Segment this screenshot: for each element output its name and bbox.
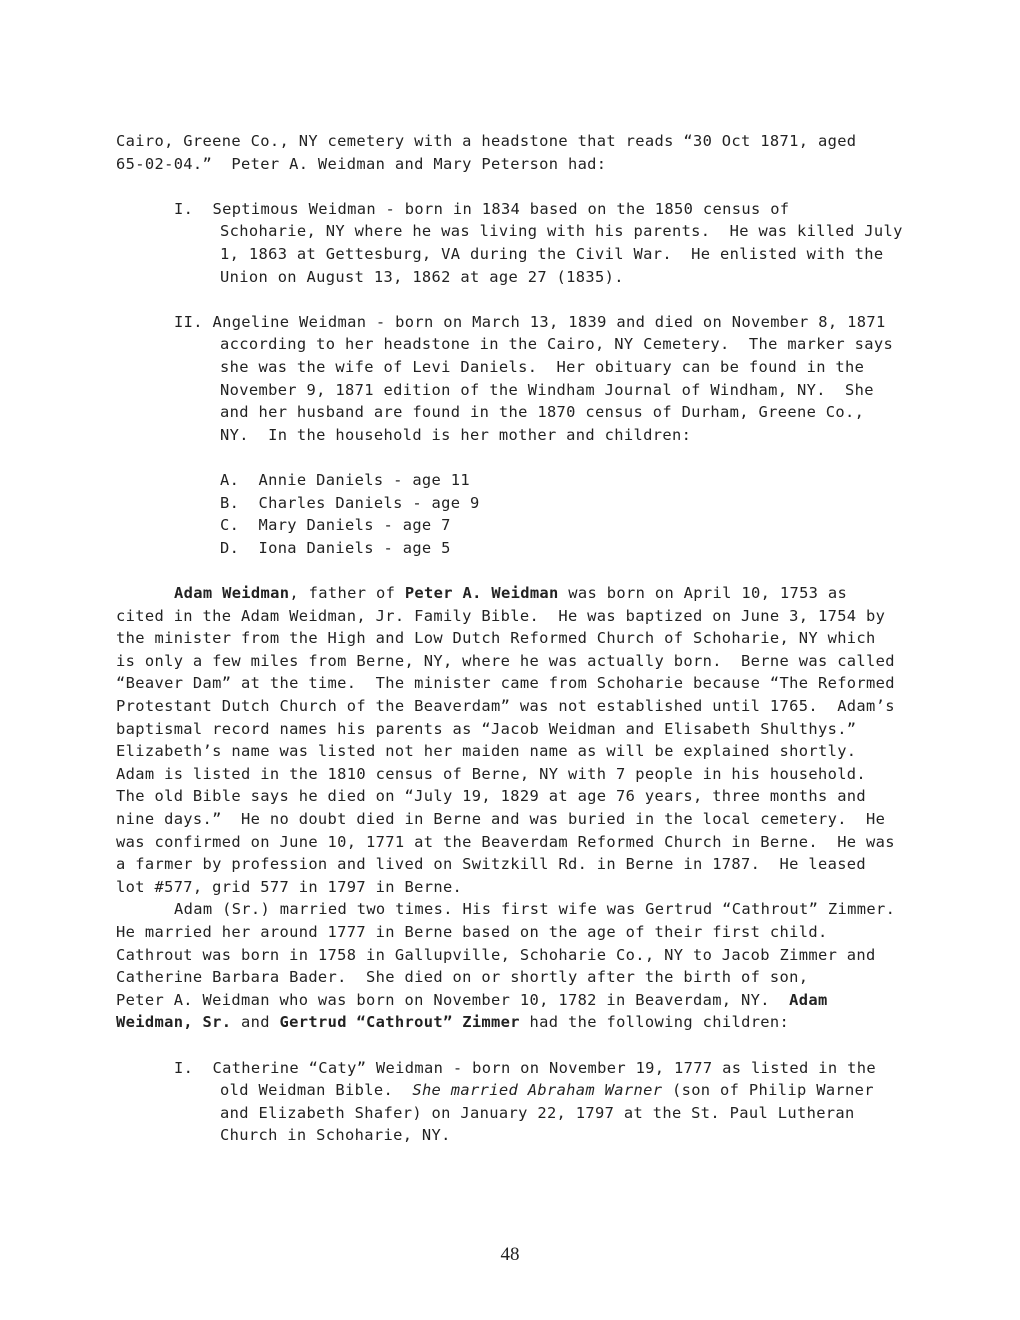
text-run: November 9, 1871 edition of the Windham Journal of Windham, NY. She: [220, 380, 874, 399]
text-line: [174, 311, 886, 333]
text-line: [116, 695, 895, 717]
bold-name: Weidman, Sr.: [116, 1013, 232, 1032]
text-run: Schoharie, NY where he was living with his parents. He was killed July: [220, 222, 903, 241]
text-run: Adam (Sr.) married two times. His first wife was Gertrud “Cathrout” Zimmer.: [174, 900, 896, 919]
text-run: 1, 1863 at Gettesburg, VA during the Civil War. He enlisted with the: [220, 245, 884, 263]
text-line: [116, 718, 856, 740]
text-run: is only a few miles from Berne, NY, where he was actually born. Berne was called: [116, 651, 895, 670]
text-run: and her husband are found in the 1870 census of Durham, Greene Co.,: [220, 403, 865, 422]
text-line: [220, 243, 884, 265]
text-line: [220, 424, 691, 446]
text-line: [220, 1124, 451, 1146]
bold-name: Adam: [789, 990, 828, 1009]
text-run: baptismal record names his parents as “Jacob Weidman and Elisabeth Shulthys.”: [116, 719, 857, 738]
text-run: II. Angeline Weidman - born on March 13, 1839 and died on November 8, 1871: [174, 312, 886, 331]
text-line: [116, 944, 876, 966]
text-run: was confirmed on June 10, 1771 at the Beaverdam Reformed Church in Berne. He was: [116, 832, 895, 851]
text-run: Protestant Dutch Church of the Beaverdam” was not established until 1765. Adam’s: [116, 697, 895, 715]
text-line: [116, 627, 876, 649]
text-run: Union on August 13, 1862 at age 27 (1835).: [220, 267, 624, 286]
text-run: she was the wife of Levi Daniels. Her obituary can be found in the: [220, 358, 865, 376]
italic-text: She married Abraham Warner: [412, 1081, 663, 1100]
text-line: [220, 220, 903, 242]
text-line: [220, 356, 864, 378]
bold-name: Adam Weidman: [174, 584, 290, 602]
bold-name: Gertrud “Cathrout” Zimmer: [279, 1013, 520, 1032]
text-line: [220, 1079, 874, 1101]
text-run: and Elizabeth Shafer) on January 22, 1797 at the St. Paul Lutheran: [220, 1103, 855, 1122]
page-number: 48: [500, 1244, 520, 1265]
text-line: [220, 401, 864, 423]
text-run: was born on April 10, 1753 as: [558, 584, 848, 602]
text-run: 65-02-04.” Peter A. Weidman and Mary Peterson had:: [116, 154, 607, 173]
text-line: [220, 537, 451, 559]
text-line: [220, 266, 624, 288]
text-line: [220, 333, 893, 355]
text-run: Peter A. Weidman who was born on November 10, 1782 in Beaverdam, NY.: [116, 990, 790, 1009]
text-line: [174, 582, 847, 604]
text-run: (son of Philip Warner: [662, 1081, 874, 1100]
text-run: I. Catherine “Caty” Weidman - born on November 19, 1777 as listed in the: [174, 1058, 876, 1077]
text-run: The old Bible says he died on “July 19, 1829 at age 76 years, three months and: [116, 787, 867, 806]
text-line: [116, 853, 866, 875]
text-run: a farmer by profession and lived on Switzkill Rd. in Berne in 1787. He leased: [116, 855, 867, 874]
text-line: [116, 966, 808, 988]
text-run: had the following children:: [519, 1013, 790, 1032]
text-run: according to her headstone in the Cairo, NY Cemetery. The marker says: [220, 335, 894, 354]
text-run: NY. In the household is her mother and children:: [220, 425, 692, 444]
text-line: [116, 785, 866, 807]
text-line: [116, 740, 856, 762]
text-run: the minister from the High and Low Dutch Reformed Church of Schoharie, NY which: [116, 629, 876, 648]
text-run: nine days.” He no doubt died in Berne and was buried in the local cemetery. He: [116, 810, 886, 828]
text-run: cited in the Adam Weidman, Jr. Family Bible. He was baptized on June 3, 1754 by: [116, 606, 886, 625]
text-run: Elizabeth’s name was listed not her maiden name as will be explained shortly.: [116, 742, 857, 761]
text-run: I. Septimous Weidman - born in 1834 based on the 1850 census of: [174, 199, 790, 218]
text-line: [220, 469, 470, 491]
text-run: C. Mary Daniels - age 7: [220, 516, 451, 535]
text-line: [220, 514, 451, 536]
text-line: [116, 605, 885, 627]
text-line: [220, 1102, 855, 1124]
text-run: Catherine Barbara Bader. She died on or shortly after the birth of son,: [116, 968, 809, 987]
text-run: “Beaver Dam” at the time. The minister came from Schoharie because “The Reformed: [116, 674, 895, 693]
text-run: and: [231, 1013, 280, 1032]
text-line: [220, 492, 480, 514]
text-run: , father of: [289, 584, 405, 602]
text-line: [116, 989, 828, 1011]
text-run: He married her around 1777 in Berne based on the age of their first child.: [116, 923, 828, 941]
text-line: [174, 898, 895, 920]
text-run: Cairo, Greene Co., NY cemetery with a headstone that reads “30 Oct 1871, aged: [116, 132, 857, 150]
text-run: Adam is listed in the 1810 census of Berne, NY with 7 people in his household.: [116, 764, 867, 783]
text-run: B. Charles Daniels - age 9: [220, 493, 480, 512]
text-line: [116, 130, 856, 152]
text-line: [116, 808, 885, 830]
text-run: lot #577, grid 577 in 1797 in Berne.: [116, 877, 463, 896]
text-line: [116, 153, 606, 175]
text-line: [174, 198, 789, 220]
text-run: Cathrout was born in 1758 in Gallupville, Schoharie Co., NY to Jacob Zimmer and: [116, 945, 876, 964]
text-run: A. Annie Daniels - age 11: [220, 471, 471, 489]
text-line: [116, 831, 895, 853]
text-line: [220, 379, 874, 401]
text-line: [116, 672, 895, 694]
text-run: old Weidman Bible.: [220, 1081, 413, 1100]
text-line: [116, 763, 866, 785]
text-line: [174, 1057, 876, 1079]
text-line: [116, 876, 462, 898]
text-line: [116, 1011, 789, 1033]
text-run: Church in Schoharie, NY.: [220, 1126, 451, 1145]
bold-name: Peter A. Weidman: [404, 584, 559, 602]
text-run: D. Iona Daniels - age 5: [220, 538, 451, 557]
text-line: [116, 650, 895, 672]
text-line: [116, 921, 828, 943]
